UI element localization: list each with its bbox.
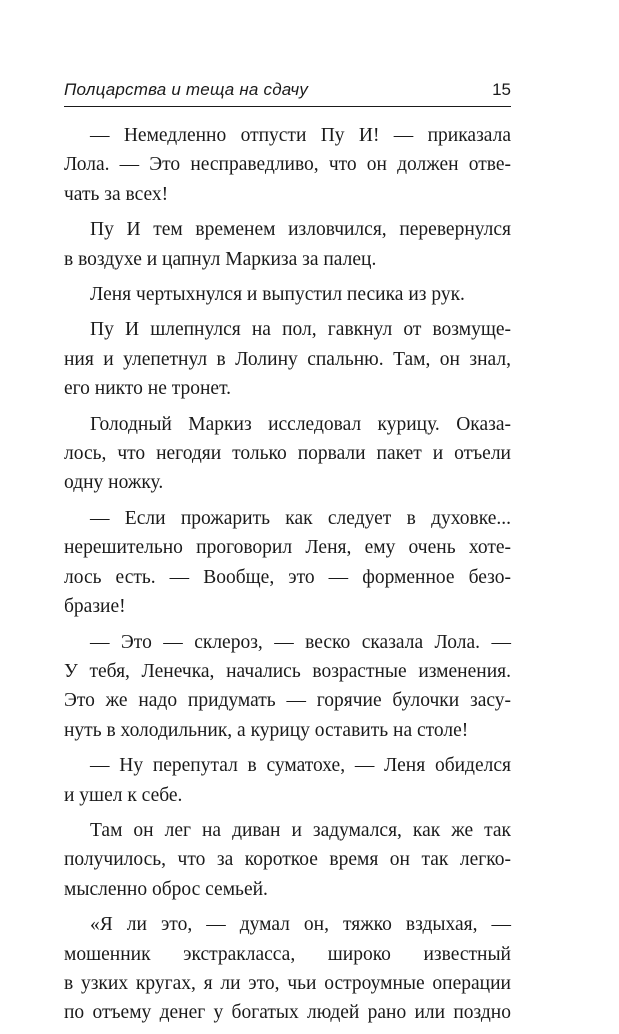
text-line: и ушел к себе. [64,784,183,806]
paragraph [64,910,511,1028]
paragraph [64,751,511,810]
body-text [64,121,511,1034]
text-line: в воздухе и цапнул Маркиза за палец. [64,248,377,270]
text-line: Пу И шлепнулся на пол, гавкнул от возмуще- [90,319,511,341]
paragraph [64,215,511,274]
text-line: получилось, что за короткое время он так легко- [64,849,511,871]
text-line: нуть в холодильник, а курицу оставить на столе! [64,719,469,741]
paragraph [64,816,511,904]
text-line: Голодный Маркиз исследовал курицу. Оказа- [90,413,511,435]
text-line: Это же надо придумать — горячие булочки засу- [64,690,511,712]
text-line: чать за всех! [64,183,169,205]
text-line: — Если прожарить как следует в духовке... [90,507,511,529]
text-line: в узких кругах, я ли это, чьи остроумные операции [64,972,511,994]
running-header [64,78,511,107]
paragraph [64,280,511,309]
paragraph [64,628,511,746]
text-line: Пу И тем временем изловчился, перевернулся [90,219,511,241]
paragraph [64,121,511,209]
text-line: — Это — склероз, — веско сказала Лола. — [90,631,511,653]
text-line: — Немедленно отпусти Пу И! — приказала [90,125,511,146]
text-line: нерешительно проговорил Леня, ему очень хоте- [64,537,511,559]
text-line: Там он лег на диван и задумался, как же так [90,819,511,841]
text-line: — Ну перепутал в суматохе, — Леня обиделся [90,755,511,777]
text-line: «Я ли это, — думал он, тяжко вздыхая, — [90,914,511,936]
text-line: лось, что негодяи только порвали пакет и отъели [64,443,511,465]
text-line: Леня чертыхнулся и выпустил песика из рук. [90,284,465,306]
text-line: бразие! [64,596,126,618]
text-line: по отъему денег у богатых людей рано или поздно [64,1002,511,1024]
paragraph [64,315,511,403]
running-title: Полцарства и теща на сдачу [64,80,309,99]
paragraph [64,410,511,498]
text-line: мысленно оброс семьей. [64,878,268,900]
text-line: Лола. — Это несправедливо, что он должен отве- [64,154,511,176]
book-page [64,0,511,1024]
text-line: его никто не тронет. [64,378,232,400]
text-line: лось есть. — Вообще, это — форменное безо- [64,566,511,588]
text-line: ния и улепетнул в Лолину спальню. Там, он знал, [64,348,511,370]
text-line: одну ножку. [64,472,164,494]
text-line: У тебя, Ленечка, начались возрастные изменения. [64,660,511,682]
page-number: 15 [492,80,511,99]
text-line: мошенник экстракласса, широко известный [64,943,511,965]
paragraph [64,504,511,622]
